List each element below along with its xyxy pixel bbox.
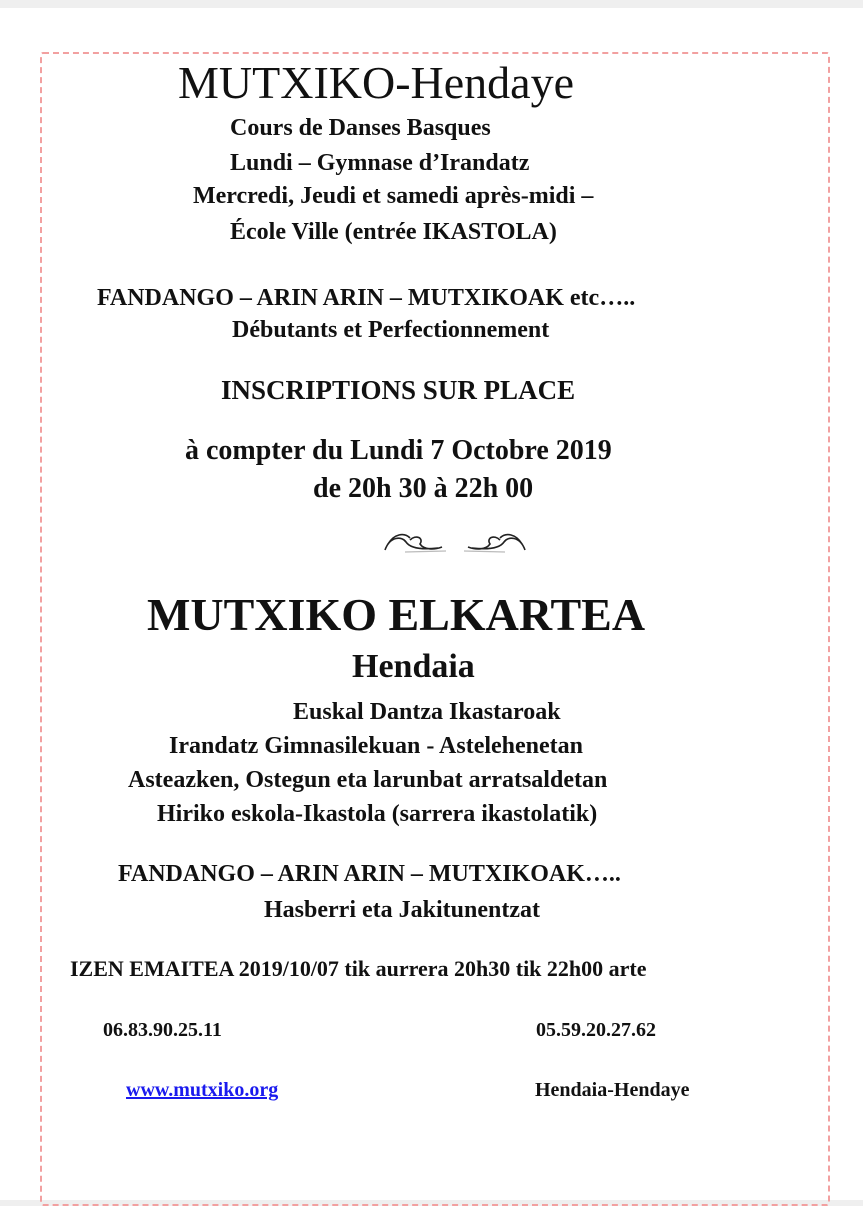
french-line: Cours de Danses Basques — [230, 115, 491, 141]
basque-subtitle: Hendaia — [352, 648, 475, 685]
basque-line: Irandatz Gimnasilekuan - Astelehenetan — [169, 733, 584, 759]
flourish-ornament-icon — [380, 530, 530, 558]
french-levels: Débutants et Perfectionnement — [232, 317, 550, 343]
basque-title: MUTXIKO ELKARTEA — [147, 589, 646, 640]
basque-registration: IZEN EMAITEA 2019/10/07 tik aurrera 20h30 tik 22h00 arte — [70, 956, 647, 981]
basque-dances: FANDANGO – ARIN ARIN – MUTXIKOAK….. — [118, 861, 621, 887]
french-inscriptions: INSCRIPTIONS SUR PLACE — [221, 375, 576, 405]
basque-levels: Hasberri eta Jakitunentzat — [264, 897, 540, 923]
french-hours: de 20h 30 à 22h 00 — [313, 473, 534, 504]
website-link[interactable]: www.mutxiko.org — [126, 1079, 279, 1101]
french-line: Mercredi, Jeudi et samedi après-midi – — [193, 183, 594, 209]
phone-number-1: 06.83.90.25.11 — [103, 1019, 222, 1041]
city-name: Hendaia-Hendaye — [535, 1079, 690, 1101]
basque-line: Hiriko eskola-Ikastola (sarrera ikastolatik) — [157, 801, 598, 827]
french-line: Lundi – Gymnase d’Irandatz — [230, 150, 530, 176]
french-line: École Ville (entrée IKASTOLA) — [230, 219, 557, 245]
basque-line: Asteazken, Ostegun eta larunbat arratsaldetan — [128, 767, 608, 793]
phone-number-2: 05.59.20.27.62 — [536, 1019, 656, 1041]
french-date: à compter du Lundi 7 Octobre 2019 — [185, 435, 612, 466]
basque-line: Euskal Dantza Ikastaroak — [293, 699, 561, 725]
french-dances: FANDANGO – ARIN ARIN – MUTXIKOAK etc….. — [97, 285, 636, 311]
french-title: MUTXIKO-Hendaye — [178, 57, 574, 108]
